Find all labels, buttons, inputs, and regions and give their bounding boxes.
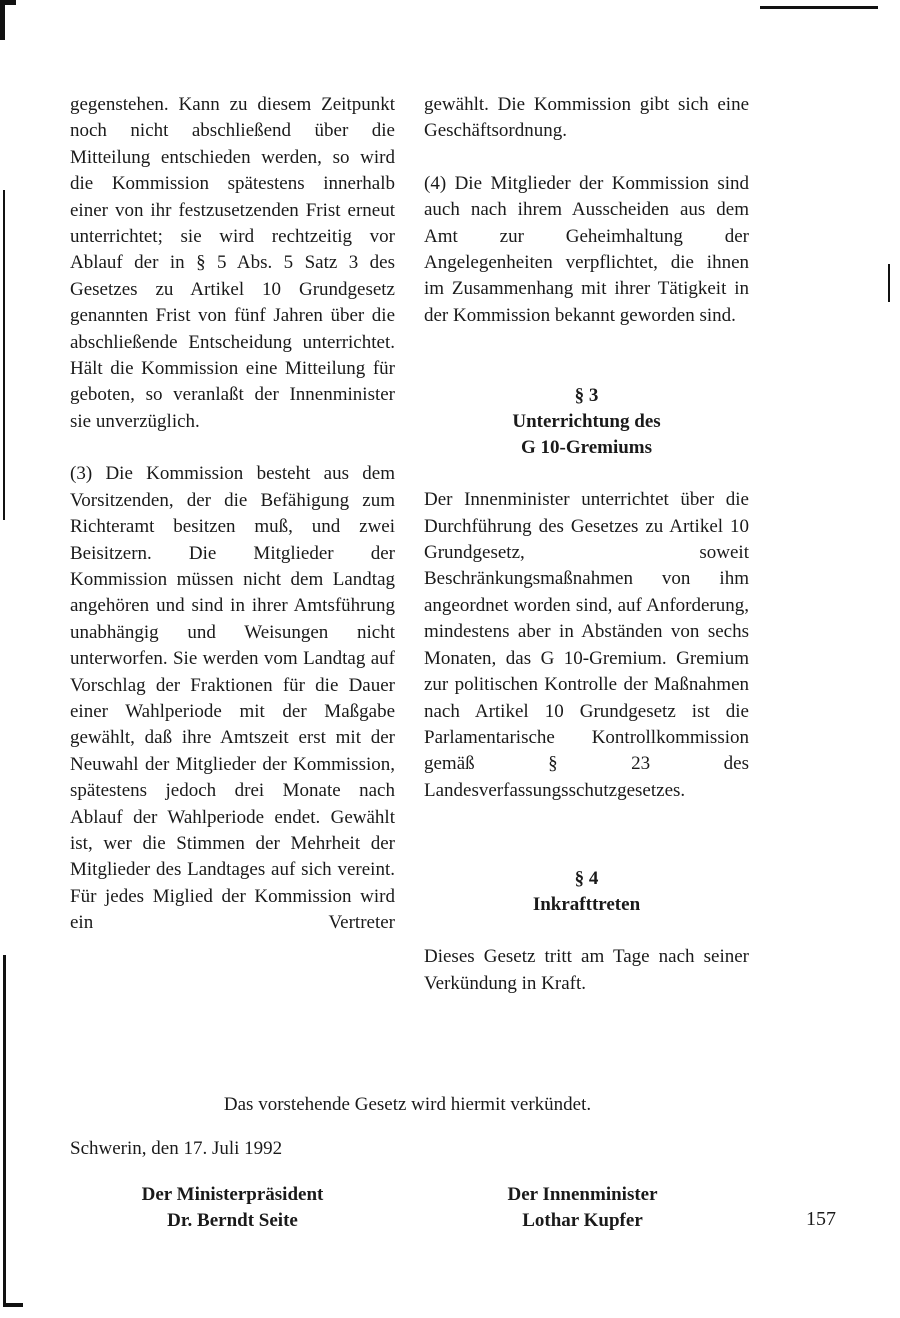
section-4-text: Dieses Gesetz tritt am Tage nach seiner Verkündung in Kraft. (424, 946, 749, 994)
promulgation-line: Das vorstehende Gesetz wird hiermit verkündet. (223, 1094, 592, 1115)
scan-artifact-top-left-bar (0, 0, 16, 5)
signature-minister-president (95, 1182, 370, 1234)
scan-artifact-top-left (0, 0, 5, 40)
section-4-number: § 4 (574, 868, 599, 890)
signature-right-name: Lothar Kupfer (522, 1210, 643, 1231)
page-number: 157 (806, 1208, 836, 1230)
right-column (424, 92, 749, 1023)
signature-left-title: Der Ministerpräsident (141, 1184, 324, 1205)
section-3-title-line1: Unterrichtung des (512, 411, 661, 433)
paragraph-continuation: gegenstehen. Kann zu diesem Zeitpunkt noch nicht abschließend über die Mitteilung entschieden werden, so wird die Kommission spätestens innerhalb einer von ihr festzusetzenden Frist erneut unterrichtet; sie wird rechtzeitig vor Ablauf der in § 5 Abs. 5 Satz 3 des Gesetzes zu Artikel 10 Grundgesetz genannten Frist von fünf Jahren über die abschließende Entscheidung unterrichtet. Hält die Kommission eine Mitteilung für geboten, so veranlaßt der Innenminister sie unverzüglich. (70, 94, 395, 432)
section-3-number: § 3 (574, 385, 599, 407)
section-3-heading (424, 383, 749, 461)
section-4-title: Inkrafttreten (532, 894, 641, 916)
scan-artifact-right-tick (888, 264, 890, 302)
paragraph-3: (3) Die Kommission besteht aus dem Vorsitzenden, der die Befähigung zum Richteramt besitzen muß, und zwei Beisitzern. Die Mitglieder der Kommission müssen nicht dem Landtag angehören und sind in ihrer Amtsführung unabhängig und Weisungen nicht unterworfen. Sie werden vom Landtag auf Vorschlag der Fraktionen für die Dauer einer Wahlperiode mit der Maßgabe gewählt, daß ihre Amtszeit erst mit der Neuwahl der Mitglieder der Kommission, spätestens jedoch drei Monate nach Ablauf der Wahlperiode endet. Gewählt ist, wer die Stimmen der Mehrheit der Mitglieder des Landtages auf sich vereint. Für jedes Miglied der Kommission wird ein Vertreter (70, 463, 395, 934)
scan-artifact-top-right (760, 6, 878, 9)
signature-interior-minister (445, 1182, 720, 1234)
signature-left-name: Dr. Berndt Seite (167, 1210, 298, 1231)
scan-artifact-bottom-left (3, 955, 6, 1305)
section-3-text: Der Innenminister unterrichtet über die Durchführung des Gesetzes zu Artikel 10 Grundgesetz, soweit Beschränkungsmaßnahmen von ihm angeordnet worden sind, auf Anforderung, mindestens aber in Abständen von sechs Monaten, das G 10-Gremium. Gremium zur politischen Kontrolle der Maßnahmen nach Artikel 10 Grundgesetz ist die Parlamentarische Kontrollkommission gemäß § 23 des Landesverfassungsschutzgesetzes. (424, 489, 749, 801)
signature-right-title: Der Innenminister (507, 1184, 658, 1205)
section-3-title-line2: G 10-Gremiums (520, 437, 653, 459)
paragraph-4: (4) Die Mitglieder der Kommission sind auch nach ihrem Ausscheiden aus dem Amt zur Geheimhaltung der Angelegenheiten verpflichtet, die ihnen im Zusammenhang mit ihrer Tätigkeit in der Kommission bekannt geworden sind. (424, 172, 749, 326)
place-date: Schwerin, den 17. Juli 1992 (70, 1138, 283, 1159)
scan-artifact-left-edge (3, 190, 5, 520)
section-4-heading (424, 866, 749, 918)
scan-artifact-bottom-left-foot (3, 1303, 23, 1307)
paragraph-3-end: gewählt. Die Kommission gibt sich eine Geschäftsordnung. (424, 94, 749, 142)
left-column (70, 92, 395, 963)
